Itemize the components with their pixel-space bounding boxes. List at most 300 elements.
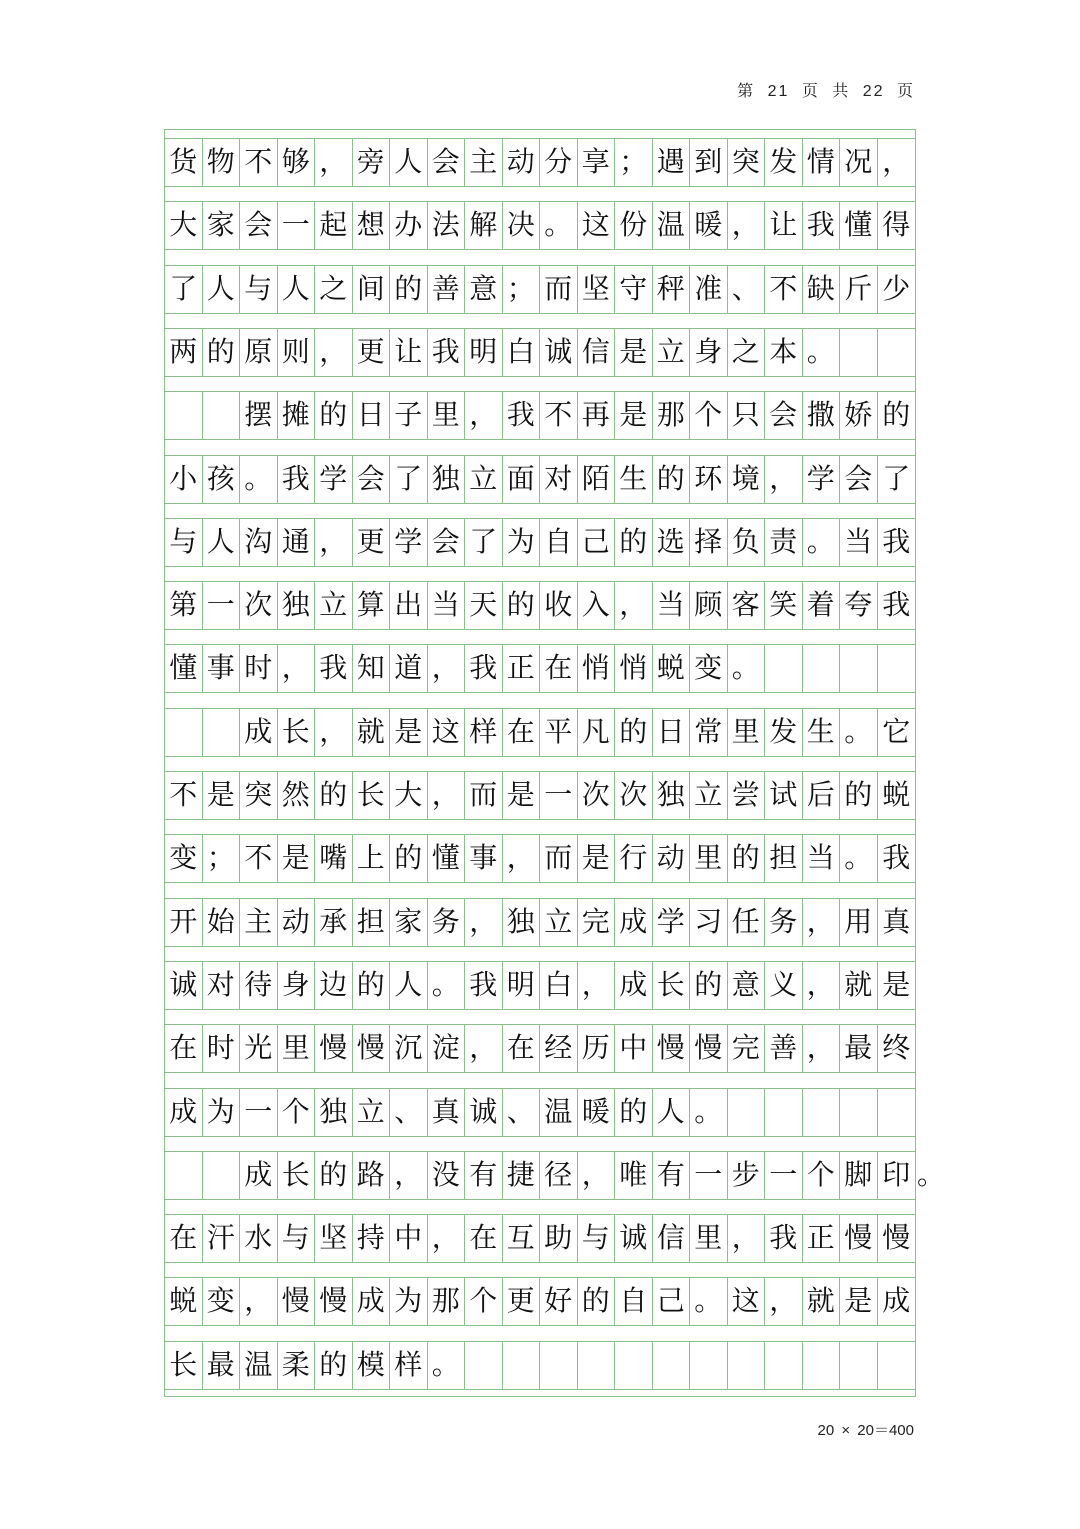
grid-cell: 笑 <box>765 581 803 629</box>
grid-cell: 用 <box>840 898 878 946</box>
grid-cell: 意 <box>465 265 503 313</box>
grid-cell: 。 <box>803 518 841 566</box>
grid-cell: 日 <box>353 391 391 439</box>
grid-cell: 人 <box>390 138 428 186</box>
grid-line <box>165 566 915 567</box>
grid-cell: 立 <box>465 455 503 503</box>
grid-cell: 独 <box>315 1088 353 1136</box>
grid-row <box>165 636 915 699</box>
grid-cell: 学 <box>390 518 428 566</box>
grid-cell: 我 <box>315 644 353 692</box>
grid-cell: 路 <box>353 1151 391 1199</box>
grid-cell <box>803 1088 841 1136</box>
grid-cell: 径 <box>540 1151 578 1199</box>
grid-cell: 完 <box>578 898 616 946</box>
grid-cell: 顾 <box>690 581 728 629</box>
grid-cell: 一 <box>690 1151 728 1199</box>
grid-cell <box>765 1088 803 1136</box>
grid-cell: 就 <box>803 1277 841 1325</box>
grid-cell: 持 <box>353 1214 391 1262</box>
grid-line <box>165 1262 915 1263</box>
grid-cell: 担 <box>353 898 391 946</box>
grid-cell: 的 <box>615 518 653 566</box>
grid-cell: ， <box>503 834 541 882</box>
grid-row <box>165 447 915 510</box>
grid-cell <box>765 644 803 692</box>
grid-cell: 历 <box>578 1024 616 1072</box>
grid-cell: 一 <box>540 771 578 819</box>
grid-cell: 里 <box>690 834 728 882</box>
grid-line <box>165 882 915 883</box>
grid-line <box>165 1199 915 1200</box>
grid-cell: ， <box>390 1151 428 1199</box>
grid-cell: 通 <box>278 518 316 566</box>
grid-cell: 学 <box>653 898 691 946</box>
grid-cell: 想 <box>353 201 391 249</box>
grid-cell: 试 <box>765 771 803 819</box>
grid-cell: 变 <box>690 644 728 692</box>
grid-cell: 始 <box>203 898 241 946</box>
grid-cell: 印 <box>882 1157 911 1191</box>
grid-cell: 货 <box>165 138 203 186</box>
grid-cell: 暖 <box>690 201 728 249</box>
grid-cell <box>878 328 916 376</box>
grid-cell: 学 <box>803 455 841 503</box>
grid-cell: ， <box>728 1214 766 1262</box>
grid-cell: 光 <box>240 1024 278 1072</box>
grid-cell <box>728 1341 766 1389</box>
grid-cell: 。 <box>690 1088 728 1136</box>
grid-cell: 担 <box>765 834 803 882</box>
grid-cell: 的 <box>653 455 691 503</box>
grid-cell: 为 <box>203 1088 241 1136</box>
grid-cell: 境 <box>728 455 766 503</box>
grid-cell: 成 <box>615 961 653 1009</box>
grid-cell: 次 <box>615 771 653 819</box>
grid-row <box>165 320 915 383</box>
grid-cell: 原 <box>240 328 278 376</box>
grid-cell: 懂 <box>428 834 466 882</box>
grid-cell: 选 <box>653 518 691 566</box>
grid-cell: 着 <box>803 581 841 629</box>
grid-line <box>165 313 915 314</box>
grid-cell: 长 <box>278 1151 316 1199</box>
grid-cell: 承 <box>315 898 353 946</box>
grid-cell: 样 <box>465 708 503 756</box>
grid-cell: 开 <box>165 898 203 946</box>
grid-cell <box>840 644 878 692</box>
grid-cell <box>765 1341 803 1389</box>
grid-cell: 行 <box>615 834 653 882</box>
grid-cell: ， <box>465 391 503 439</box>
grid-cell: 的 <box>690 961 728 1009</box>
grid-cell: 客 <box>728 581 766 629</box>
grid-cell: 诚 <box>540 328 578 376</box>
grid-cell: 是 <box>503 771 541 819</box>
grid-cell: 温 <box>240 1341 278 1389</box>
grid-cell: 的 <box>882 398 911 432</box>
grid-cell: 家 <box>390 898 428 946</box>
grid-cell: 沉 <box>390 1024 428 1072</box>
grid-cell: 大 <box>165 201 203 249</box>
grid-cell: 我 <box>882 524 911 558</box>
grid-cell: ， <box>803 898 841 946</box>
grid-cell: 诚 <box>465 1088 503 1136</box>
grid-cell <box>803 644 841 692</box>
grid-cell: 的 <box>578 1277 616 1325</box>
grid-cell: 经 <box>540 1024 578 1072</box>
grid-cell: ， <box>278 644 316 692</box>
grid-cell: 人 <box>278 265 316 313</box>
grid-cell: 物 <box>203 138 241 186</box>
grid-cell: 了 <box>882 461 911 495</box>
manuscript-grid <box>164 129 946 1397</box>
grid-cell: 凡 <box>578 708 616 756</box>
grid-cell: ， <box>428 1214 466 1262</box>
grid-cell: 而 <box>540 834 578 882</box>
grid-cell: 柔 <box>278 1341 316 1389</box>
grid-cell: 、 <box>728 265 766 313</box>
grid-cell: 身 <box>690 328 728 376</box>
grid-line <box>165 692 915 693</box>
grid-cell: 唯 <box>615 1151 653 1199</box>
grid-cell: 享 <box>578 138 616 186</box>
grid-cell: ， <box>315 708 353 756</box>
grid-cell: 不 <box>765 265 803 313</box>
grid-cell: 遇 <box>653 138 691 186</box>
grid-cell <box>803 1341 841 1389</box>
grid-cell: 的 <box>315 771 353 819</box>
grid-row <box>165 1333 915 1396</box>
grid-cell: 的 <box>315 1151 353 1199</box>
grid-cell: 这 <box>728 1277 766 1325</box>
grid-cell: ， <box>315 518 353 566</box>
grid-cell: 蜕 <box>165 1277 203 1325</box>
grid-cell: 正 <box>503 644 541 692</box>
grid-cell: 长 <box>353 771 391 819</box>
grid-cell: 在 <box>503 1024 541 1072</box>
grid-cell: 边 <box>315 961 353 1009</box>
grid-cell: 立 <box>690 771 728 819</box>
grid-cell: 面 <box>503 455 541 503</box>
grid-cell: 成 <box>353 1277 391 1325</box>
grid-cell: 是 <box>840 1277 878 1325</box>
grid-cell: 时 <box>203 1024 241 1072</box>
grid-cell: 的 <box>315 391 353 439</box>
grid-cell: 与 <box>165 518 203 566</box>
grid-cell: ； <box>503 265 541 313</box>
grid-cell: 那 <box>428 1277 466 1325</box>
grid-cell: 对 <box>203 961 241 1009</box>
grid-cell: 慢 <box>690 1024 728 1072</box>
grid-cell <box>503 1341 541 1389</box>
grid-cell: 务 <box>765 898 803 946</box>
grid-cell: 。 <box>428 1341 466 1389</box>
grid-cell: 悄 <box>578 644 616 692</box>
grid-cell: 之 <box>728 328 766 376</box>
grid-cell: 懂 <box>840 201 878 249</box>
grid-cell: 是 <box>203 771 241 819</box>
grid-cell <box>840 1341 878 1389</box>
grid-cell: 当 <box>803 834 841 882</box>
grid-row <box>165 510 915 573</box>
grid-cell: 常 <box>690 708 728 756</box>
grid-cell: 况 <box>840 138 878 186</box>
grid-cell: 慢 <box>315 1277 353 1325</box>
grid-cell: 与 <box>278 1214 316 1262</box>
grid-cell: 子 <box>390 391 428 439</box>
grid-cell: 独 <box>278 581 316 629</box>
grid-cell: 在 <box>503 708 541 756</box>
grid-cell: ， <box>240 1277 278 1325</box>
grid-cell: 成 <box>165 1088 203 1136</box>
grid-cell: 我 <box>882 588 911 622</box>
grid-row <box>165 1269 915 1332</box>
grid-cell: 的 <box>203 328 241 376</box>
grid-cell: 互 <box>503 1214 541 1262</box>
grid-cell: 一 <box>765 1151 803 1199</box>
grid-cell: 待 <box>240 961 278 1009</box>
grid-cell: 的 <box>728 834 766 882</box>
grid-line <box>165 376 915 377</box>
grid-cell: 起 <box>315 201 353 249</box>
grid-cell: 主 <box>465 138 503 186</box>
grid-cell: 大 <box>390 771 428 819</box>
grid-cell: 长 <box>653 961 691 1009</box>
grid-cell: 与 <box>578 1214 616 1262</box>
grid-cell: 突 <box>240 771 278 819</box>
grid-cell: 完 <box>728 1024 766 1072</box>
grid-cell: 个 <box>803 1151 841 1199</box>
grid-cell: 正 <box>803 1214 841 1262</box>
grid-cell: ， <box>765 1277 803 1325</box>
grid-cell: 天 <box>465 581 503 629</box>
grid-cell: 本 <box>765 328 803 376</box>
grid-cell: 夸 <box>840 581 878 629</box>
grid-cell: 突 <box>728 138 766 186</box>
grid-cell: 会 <box>428 518 466 566</box>
grid-cell: 最 <box>203 1341 241 1389</box>
grid-cell: 我 <box>882 841 911 875</box>
grid-cell: 。 <box>840 834 878 882</box>
grid-cell: 里 <box>690 1214 728 1262</box>
grid-cell: 人 <box>203 265 241 313</box>
grid-cell: 分 <box>540 138 578 186</box>
grid-cell: 步 <box>728 1151 766 1199</box>
grid-cell: 模 <box>353 1341 391 1389</box>
grid-cell: 慢 <box>353 1024 391 1072</box>
grid-cell: 办 <box>390 201 428 249</box>
grid-row <box>165 700 915 763</box>
grid-cell: 的 <box>503 581 541 629</box>
grid-cell <box>165 708 203 756</box>
grid-line <box>165 186 915 187</box>
grid-cell: 秤 <box>653 265 691 313</box>
grid-cell: 够 <box>278 138 316 186</box>
grid-cell: 坚 <box>578 265 616 313</box>
grid-cell: 。 <box>240 455 278 503</box>
grid-cell: 算 <box>353 581 391 629</box>
grid-cell: 一 <box>278 201 316 249</box>
grid-cell: 样 <box>390 1341 428 1389</box>
grid-cell: 上 <box>353 834 391 882</box>
grid-cell: 在 <box>540 644 578 692</box>
grid-cell: ， <box>465 1024 503 1072</box>
overflow-punctuation: 。 <box>917 1157 946 1191</box>
grid-cell: 慢 <box>278 1277 316 1325</box>
grid-cell: 那 <box>653 391 691 439</box>
grid-cell: 有 <box>465 1151 503 1199</box>
grid-line <box>165 819 915 820</box>
grid-line <box>165 1009 915 1010</box>
grid-cell: 会 <box>765 391 803 439</box>
grid-cell: 我 <box>465 961 503 1009</box>
grid-cell: 个 <box>690 391 728 439</box>
grid-cell <box>203 708 241 756</box>
grid-cell: 学 <box>315 455 353 503</box>
grid-cell: 它 <box>882 714 911 748</box>
grid-cell: 是 <box>578 834 616 882</box>
grid-cell <box>165 391 203 439</box>
grid-cell: ， <box>803 1024 841 1072</box>
grid-cell <box>878 1088 916 1136</box>
grid-cell: 动 <box>503 138 541 186</box>
grid-cell: ， <box>315 328 353 376</box>
grid-line <box>165 629 915 630</box>
grid-cell: 这 <box>578 201 616 249</box>
grid-line <box>165 1389 915 1390</box>
grid-cell: 汗 <box>203 1214 241 1262</box>
grid-cell: 而 <box>540 265 578 313</box>
grid-cell: 收 <box>540 581 578 629</box>
grid-row <box>165 130 915 193</box>
grid-cell: 是 <box>615 391 653 439</box>
grid-line <box>165 1325 915 1326</box>
grid-cell: ， <box>765 455 803 503</box>
grid-cell: 明 <box>465 328 503 376</box>
grid-cell: 有 <box>653 1151 691 1199</box>
grid-cell: 次 <box>240 581 278 629</box>
grid-cell: 白 <box>540 961 578 1009</box>
grid-cell <box>615 1341 653 1389</box>
grid-cell: 为 <box>503 518 541 566</box>
grid-cell: 独 <box>503 898 541 946</box>
grid-cell <box>465 1341 503 1389</box>
grid-cell: 日 <box>653 708 691 756</box>
grid-cell: 终 <box>882 1031 911 1065</box>
grid-line <box>165 946 915 947</box>
grid-cell: 准 <box>690 265 728 313</box>
grid-cell: 成 <box>882 1284 911 1318</box>
grid-cell: 会 <box>840 455 878 503</box>
grid-cell: 主 <box>240 898 278 946</box>
grid-cell: 温 <box>540 1088 578 1136</box>
grid-cell: 情 <box>803 138 841 186</box>
grid-cell: ， <box>728 201 766 249</box>
grid-cell <box>653 1341 691 1389</box>
grid-cell: 淀 <box>428 1024 466 1072</box>
grid-line <box>165 439 915 440</box>
grid-cell: 我 <box>765 1214 803 1262</box>
grid-cell: 我 <box>465 644 503 692</box>
grid-cell: 是 <box>390 708 428 756</box>
grid-cell: 了 <box>465 518 503 566</box>
grid-cell: 发 <box>765 138 803 186</box>
grid-cell: 缺 <box>803 265 841 313</box>
grid-cell: 助 <box>540 1214 578 1262</box>
grid-cell: 然 <box>278 771 316 819</box>
grid-cell: 旁 <box>353 138 391 186</box>
grid-cell: 变 <box>203 1277 241 1325</box>
grid-cell: ； <box>615 138 653 186</box>
grid-cell: 少 <box>882 271 911 305</box>
grid-cell: 道 <box>390 644 428 692</box>
grid-cell: 出 <box>390 581 428 629</box>
grid-cell: 最 <box>840 1024 878 1072</box>
grid-cell: 是 <box>882 967 911 1001</box>
grid-cell: 动 <box>278 898 316 946</box>
grid-cell: 更 <box>353 518 391 566</box>
grid-cell: 诚 <box>615 1214 653 1262</box>
grid-cell: 一 <box>240 1088 278 1136</box>
grid-cell: 与 <box>240 265 278 313</box>
grid-cell: 己 <box>653 1277 691 1325</box>
grid-cell: 身 <box>278 961 316 1009</box>
grid-row <box>165 826 915 889</box>
grid-cell: 法 <box>428 201 466 249</box>
grid-cell: 撒 <box>803 391 841 439</box>
grid-cell: 就 <box>840 961 878 1009</box>
grid-cell: 。 <box>540 201 578 249</box>
grid-cell: 白 <box>503 328 541 376</box>
grid-cell: 慢 <box>315 1024 353 1072</box>
grid-row <box>165 953 915 1016</box>
grid-row <box>165 1143 946 1206</box>
grid-cell: 慢 <box>840 1214 878 1262</box>
grid-cell: ， <box>578 961 616 1009</box>
grid-cell: 成 <box>240 1151 278 1199</box>
grid-cell: 份 <box>615 201 653 249</box>
grid-cell: ， <box>465 898 503 946</box>
grid-cell: 独 <box>428 455 466 503</box>
grid-cell: 明 <box>503 961 541 1009</box>
grid-cell: ， <box>803 961 841 1009</box>
grid-cell: 我 <box>428 328 466 376</box>
grid-cell: 在 <box>165 1214 203 1262</box>
grid-cell <box>728 1088 766 1136</box>
page-number-label: 第 21 页 共 22 页 <box>737 83 915 100</box>
grid-cell: 人 <box>390 961 428 1009</box>
grid-cell: ； <box>203 834 241 882</box>
grid-cell: 务 <box>428 898 466 946</box>
grid-cell: 温 <box>653 201 691 249</box>
grid-row <box>165 1206 915 1269</box>
grid-cell: 只 <box>728 391 766 439</box>
grid-cell: 里 <box>278 1024 316 1072</box>
grid-cell: 事 <box>203 644 241 692</box>
grid-row <box>165 763 915 826</box>
grid-cell: 懂 <box>165 644 203 692</box>
grid-cell <box>878 644 916 692</box>
grid-row <box>165 890 915 953</box>
grid-cell: 善 <box>428 265 466 313</box>
grid-cell: 负 <box>728 518 766 566</box>
grid-line <box>165 1072 915 1073</box>
grid-cell: 当 <box>840 518 878 566</box>
grid-cell: 习 <box>690 898 728 946</box>
grid-cell: 立 <box>315 581 353 629</box>
grid-cell: 在 <box>465 1214 503 1262</box>
